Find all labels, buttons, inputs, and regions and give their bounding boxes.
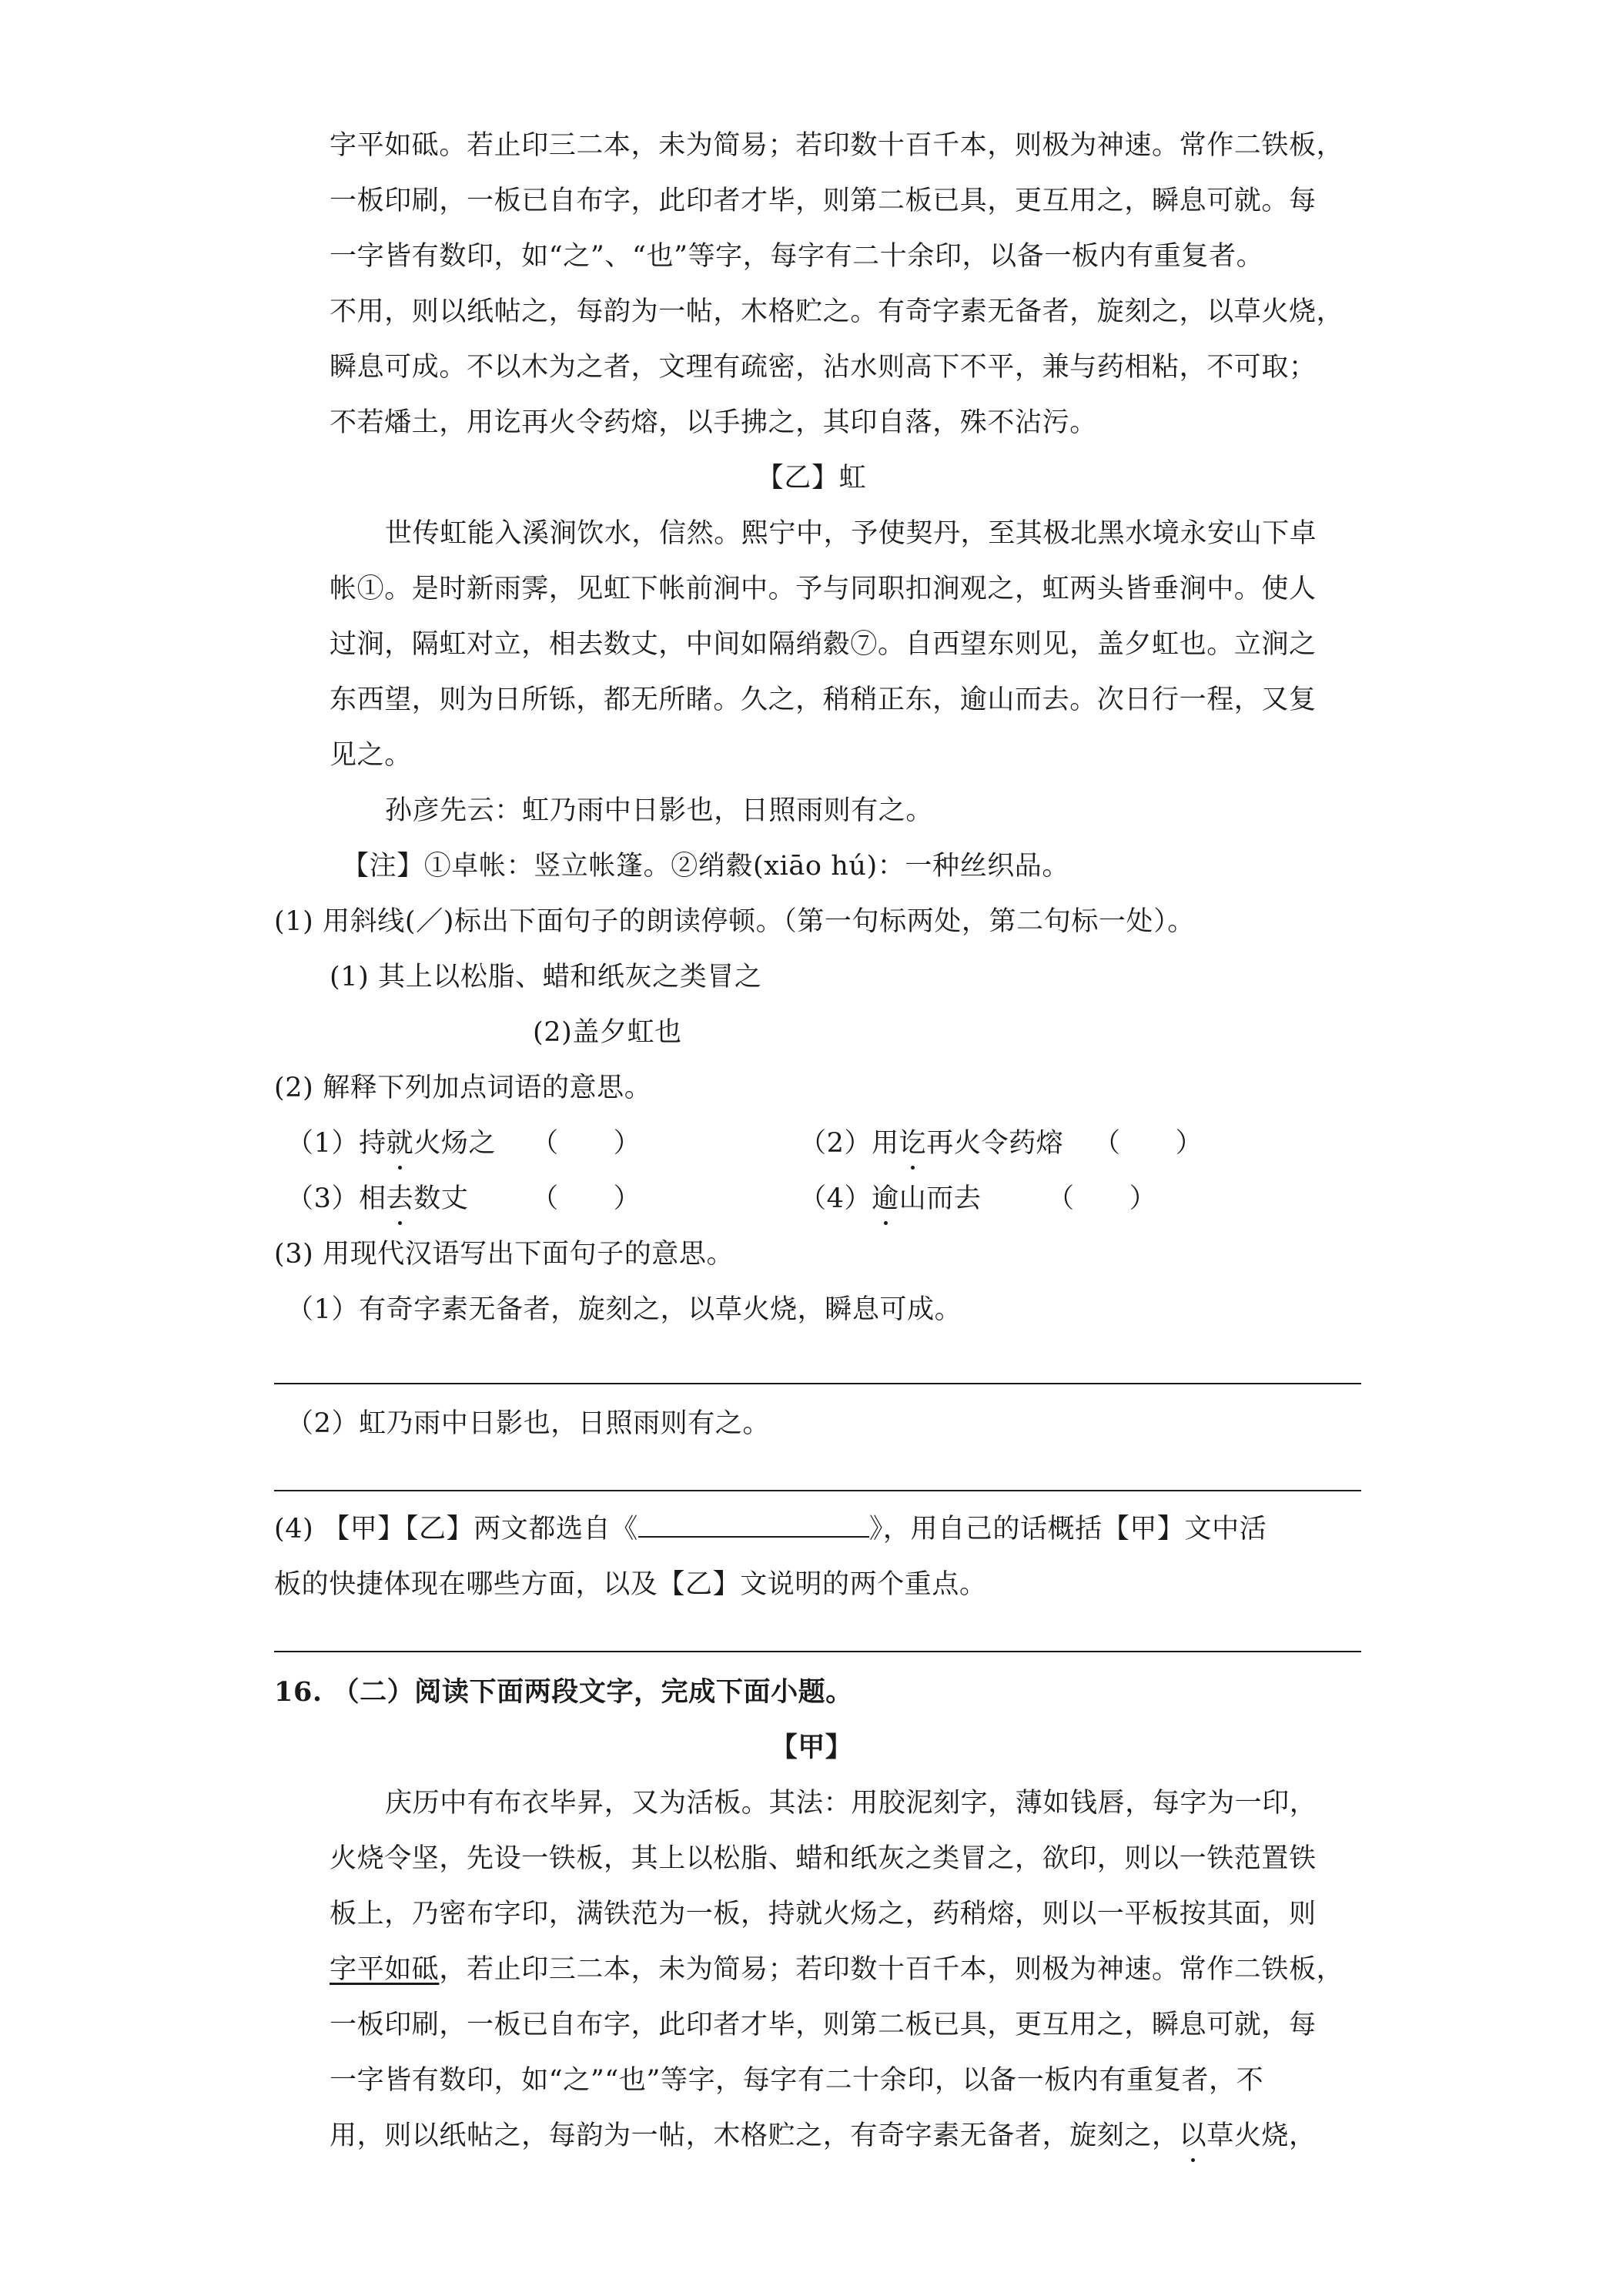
answer-line[interactable] [274,1651,1361,1652]
footnote: 【注】①卓帐：竖立帐篷。②绡縠(xiāo hú)：一种丝织品。 [342,851,1069,882]
question-3-sentence-2: （2）虹乃雨中日影也，日照雨则有之。 [286,1408,771,1439]
item-text: 数丈 [413,1183,469,1214]
item-text: 火炀之 [413,1128,497,1159]
answer-paren[interactable]: （ ） [1093,1128,1203,1159]
item-text: 》，用自己的话概括【甲】文中活 [868,1514,1267,1545]
item-text: 用，则以纸帖之，每韵为一帖，木格贮之，有奇字素无备者，旋刻之， [330,2120,1180,2151]
answer-line[interactable] [274,1383,1361,1384]
passage-line: 一板印刷，一板已自布字，此印者才毕，则第二板已具，更互用之，瞬息可就。每 [330,186,1317,216]
answer-line[interactable] [274,1490,1361,1491]
item-text: 山而去 [899,1183,982,1214]
dotted-word: 逾 [872,1180,899,1217]
passage-line: 火烧令坚，先设一铁板，其上以松脂、蜡和纸灰之类冒之，欲印，则以一铁范置铁 [330,1843,1317,1874]
dotted-word: 去 [387,1180,414,1217]
question-16-heading: 16. （二）阅读下面两段文字，完成下面小题。 [274,1676,853,1708]
passage-line: 板上，乃密布字印，满铁范为一板，持就火炀之，药稍熔，则以一平板按其面，则 [330,1899,1317,1930]
passage-line [330,2117,1361,2154]
passage-line: 庆历中有布衣毕昇，又为活板。其法：用胶泥刻字，薄如钱唇，每字为一印， [385,1788,1317,1819]
question-1-sentence-1: (1) 其上以松脂、蜡和纸灰之类冒之 [330,962,762,992]
question-4-line-1 [274,1511,1361,1548]
passage-line: 不用，则以纸帖之，每韵为一帖，木格贮之。有奇字素无备者，旋刻之，以草火烧， [330,296,1344,327]
passage-line: 字平如砥。若止印三二本，未为简易；若印数十百千本，则极为神速。常作二铁板， [330,130,1344,161]
passage-line: 瞬息可成。不以木为之者，文理有疏密，沾水则高下不平，兼与药相粘，不可取； [330,352,1317,383]
item-text: （3）相 [286,1183,387,1214]
passage-line: 一板印刷，一板已自布字，此印者才毕，则第二板已具，更互用之，瞬息可就，每 [330,2010,1317,2040]
item-text: (4) 【甲】【乙】两文都选自《 [274,1514,638,1545]
passage-line [330,1951,1361,1988]
section-title-jia: 【甲】 [770,1732,853,1763]
question-2-item-3 [286,1180,468,1217]
item-text: （1）持 [286,1128,387,1159]
item-text: （4） [799,1183,872,1214]
question-4-line-2: 板的快捷体现在哪些方面，以及【乙】文说明的两个重点。 [274,1569,987,1600]
answer-paren[interactable]: （ ） [1047,1183,1157,1214]
passage-line: 一字皆有数印，如“之”、“也”等字，每字有二十余印，以备一板内有重复者。 [330,241,1264,272]
passage-line: 见之。 [330,740,412,771]
answer-paren[interactable]: （ ） [531,1128,641,1159]
dotted-word: 讫 [899,1125,927,1162]
question-2-stem: (2) 解释下列加点词语的意思。 [274,1073,652,1103]
question-3-stem: (3) 用现代汉语写出下面句子的意思。 [274,1239,735,1270]
question-2-item-1 [286,1125,496,1162]
passage-line: 帐①。是时新雨霁，见虹下帐前涧中。予与同职扣涧观之，虹两头皆垂涧中。使人 [330,574,1317,604]
question-3-sentence-1: （1）有奇字素无备者，旋刻之，以草火烧，瞬息可成。 [286,1294,962,1325]
passage-line: 过涧，隔虹对立，相去数丈，中间如隔绡縠⑦。自西望东则见，盖夕虹也。立涧之 [330,629,1317,660]
passage-line: 孙彦先云：虹乃雨中日影也，日照雨则有之。 [385,795,934,826]
item-text: ，若止印三二本，未为简易；若印数十百千本，则极为神速。常作二铁板， [439,1954,1344,1985]
answer-paren[interactable]: （ ） [531,1183,641,1214]
item-text: （2）用 [799,1128,899,1159]
item-text: 再火令药熔 [926,1128,1064,1159]
dotted-word: 就 [387,1125,414,1162]
question-2-item-4 [799,1180,982,1217]
passage-line: 东西望，则为日所铄，都无所睹。久之，稍稍正东，逾山而去。次日行一程，又复 [330,684,1317,715]
question-1-stem: (1) 用斜线(／)标出下面句子的朗读停顿。（第一句标两处，第二句标一处）。 [274,906,1195,937]
item-text: 草火烧， [1206,2120,1317,2151]
section-title-yi: 【乙】虹 [756,463,867,494]
passage-line: 一字皆有数印，如“之”“也”等字，每字有二十余印，以备一板内有重复者，不 [330,2065,1264,2096]
passage-line: 世传虹能入溪涧饮水，信然。熙宁中，予使契丹，至其极北黑水境永安山下卓 [385,518,1317,549]
underlined-phrase: 字平如砥 [330,1954,440,1985]
source-book-blank[interactable] [638,1513,869,1538]
dotted-word: 以 [1180,2117,1207,2154]
question-2-item-2 [799,1125,1063,1162]
passage-line: 不若燔土，用讫再火令药熔，以手拂之，其印自落，殊不沾污。 [330,407,1097,438]
question-1-sentence-2: (2)盖夕虹也 [533,1017,682,1048]
